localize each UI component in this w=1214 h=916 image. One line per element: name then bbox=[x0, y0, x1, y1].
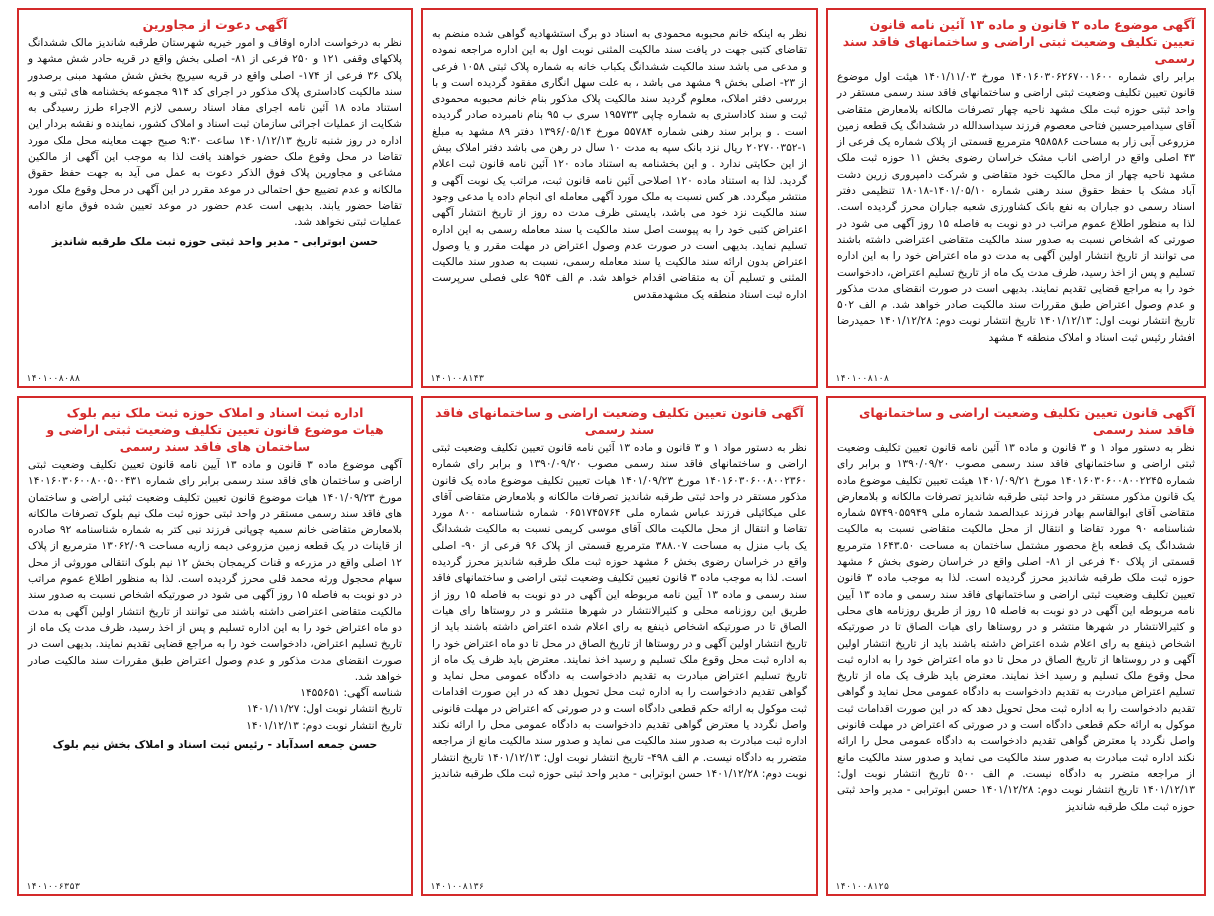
notice-body: نظر به دستور مواد ۱ و ۳ قانون و ماده ۱۳ آئین نامه قانون تعیین تکلیف وضعیت ثبتی اراضی و ساختمانهای فاقد سند رسمی مصوب ۱۳۹۰/۰۹/۲۰ و برابر رای شماره ۱۴۰۱۶۰۳۰۶۰۰۸۰۰۲۳۶۰ مورخ ۱۴۰۱/۰۹/۲۳ هیات تعیین تکلیف موضوع ماده یک قانون مذکور مستقر در واحد ثبتی طرقبه شاندیز تصرفات مالکانه و بلامعارض متقاضی آقای علی میکائیلی فرزند عباس شماره ملی ۰۶۵۱۷۴۵۷۶۴ شماره شناسنامه ۸۰۰ مورد تقاضا و انتقال از محل مالکیت مالک آقای موسی کریمی نسبت به مالکیت ششدانگ یک باب منزل به مساحت ۳۸۸.۰۷ مترمربع قسمتی از پلاک ۹۶ فرعی از ۹۰- اصلی واقع در خراسان رضوی بخش ۶ مشهد حوزه ثبت ملک طرقبه شاندیز محرز گردیده است. لذا به موجب ماده ۳ قانون تعیین تکلیف وضعیت ثبتی اراضی و ساختمانهای فاقد سند رسمی و ماده ۱۳ آیین نامه مربوطه این آگهی در دو نوبت به فاصله ۱۵ روز از طریق این روزنامه محلی و کثیرالانتشار در شهرها منتشر و در روستاها رای هیات الصاق تا در صورتیکه اشخاص ذینفع به رای اعلام شده اعتراض داشته باشند باید از تاریخ انتشار اولین آگهی و در روستاها از تاریخ الصاق در محل تا دو ماه اعتراض خود را به اداره ثبت محل وقوع ملک تسلیم و رسید اخذ نمایند. معترض باید ظرف یک ماه از تاریخ تسلیم اعتراض مبادرت به تقدیم دادخواست به دادگاه عمومی محل نماید و گواهی تقدیم دادخواست را به اداره ثبت محل تحویل دهد که در این صورت اقدامات ثبت موکول به ارائه حکم قطعی دادگاه است و در صورتی که اعتراض در مهلت قانونی واصل نگردد یا معترض گواهی تقدیم دادخواست به دادگاه عمومی محل را ارائه نکند اداره ثبت مبادرت به صدور سند مالکیت می نماید و صدور سند مالکیت مانع از مراجعه متضرر به دادگاه نیست. م الف ۴۹۸- تاریخ انتشار نوبت اول: ۱۴۰۱/۱۲/۱۳ تاریخ انتشار نوبت دوم: ۱۴۰۱/۱۲/۲۸ حسن ابوترابی - مدیر واحد ثبتی حوزه ثبت ملک طرقبه شاندیز bbox=[432, 442, 807, 780]
notice-top-right bbox=[826, 8, 1206, 388]
notice-top-center bbox=[421, 8, 818, 388]
notice-title: اداره ثبت اسناد و املاک حوزه ثبت ملک نیم بلوک هیات موضوع قانون تعیین تکلیف وضعیت ثبتی اراضی و ساختمان های فاقد سند رسمی bbox=[46, 405, 384, 454]
notice-signature: حسن ابوترابی - مدیر واحد ثبتی حوزه ثبت ملک طرقبه شاندیز bbox=[51, 234, 379, 248]
notice-body: برابر رای شماره ۱۴۰۱۶۰۳۰۶۲۶۷۰۰۱۶۰۰ مورخ ۱۴۰۱/۱۱/۰۳ هیئت اول موضوع قانون تعیین تکلیف وضعیت ثبتی اراضی و ساختمانهای فاقد سند رسمی مستقر در واحد ثبتی حوزه ثبت ملک مشهد ناحیه چهار تصرفات مالکانه بلامعارض متقاضی آقای سیدامیرحسین فتاحی معصوم فرزند سیداسدالله در ششدانگ یک قطعه زمین مزروعی آبی زار به مساحت ۹۵۸۵۸۶ مترمربع قسمتی از پلاک شماره یک فرعی از ۴۳ اصلی واقع در اراضی اناب مشک خراسان رضوی بخش ۱۱ حوزه ثبت ملک مشهد ناحیه چهار از محل مالکیت خود متقاضی و شرکت دامپروری زرین دشت آباد مشک با حفظ حقوق سند رهنی شماره ۱۴۰۱/۰۵/۱۰-۱۸۰۱۸ تنظیمی دفتر اسناد رسمی دو جباران به نفع بانک کشاورزی شعبه جباران محرز گردیده است. لذا به منظور اطلاع عموم مراتب در دو نوبت به فاصله ۱۵ روز آگهی می شود در صورتی که اشخاص نسبت به صدور سند مالکیت متقاضی اعتراضی داشته باشند می توانند از تاریخ انتشار اولین آگهی به مدت دو ماه اعتراض خود را به این اداره تسلیم و پس از اخذ رسید، ظرف مدت یک ماه از تاریخ تسلیم اعتراض، دادخواست خود را به مراجع قضایی تقدیم نمایند. بدیهی است در صورت انقضای مدت مذکور و عدم وصول اعتراض طبق مقررات سند مالکیت صادر خواهد شد. م الف ۵۰۲ تاریخ انتشار نوبت اول: ۱۴۰۱/۱۲/۱۳ تاریخ انتشار نوبت دوم: ۱۴۰۱/۱۲/۲۸ حمیدرضا افشار رئیس ثبت اسناد و املاک منطقه ۴ مشهد bbox=[837, 71, 1196, 344]
notice-body: نظر به دستور مواد ۱ و ۳ قانون و ماده ۱۳ آئین نامه قانون تعیین تکلیف وضعیت ثبتی اراضی و ساختمانهای فاقد سند رسمی مصوب ۱۳۹۰/۰۹/۲۰ و برابر رای شماره ۱۴۰۱۶۰۳۰۶۰۰۸۰۰۲۲۴۵ مورخ ۱۴۰۱/۰۹/۲۱ هیئت تعیین تکلیف موضوع ماده یک قانون مذکور مستقر در واحد ثبتی طرقبه شاندیز تصرفات مالکانه و بلامعارض متقاضی آقای ابوالقاسم بهادر فرزند عبدالصمد شماره ملی ۵۷۴۹۰۵۵۹۴۹ شماره شناسنامه ۹۰ مورد تقاضا و انتقال از محل مالکیت متقاضی نسبت به مالکیت ششدانگ یک قطعه باغ محصور مشتمل ساختمان به مساحت ۱۶۴۳.۵۰ مترمربع قسمتی از پلاک ۴۰ فرعی از ۸۱- اصلی واقع در خراسان رضوی بخش ۶ مشهد حوزه ثبت ملک طرقبه شاندیز محرز گردیده است. لذا به موجب ماده ۳ قانون تعیین تکلیف وضعیت ثبتی اراضی و ساختمانهای فاقد سند رسمی و ماده ۱۳ آیین نامه مربوطه این آگهی در دو نوبت به فاصله ۱۵ روز از طریق روزنامه های محلی و کثیرالانتشار در شهرها منتشر و در روستاها رای هیات الصاق تا در صورتیکه اشخاص ذینفع به رای اعلام شده اعتراض داشته باشند باید از تاریخ انتشار اولین آگهی و در روستاها از تاریخ الصاق در محل تا دو ماه اعتراض خود را به اداره ثبت محل وقوع ملک تسلیم و رسید اخذ نمایند. معترض باید ظرف یک ماه از تاریخ تسلیم اعتراض مبادرت به تقدیم دادخواست به دادگاه عمومی محل نماید و گواهی تقدیم دادخواست را به اداره ثبت محل تحویل دهد که در این صورت اقدامات ثبت موکول به ارائه حکم قطعی دادگاه است و در صورتی که اعتراض در مهلت قانونی واصل نگردد یا معترض گواهی تقدیم دادخواست به دادگاه عمومی محل را ارائه نکند اداره ثبت مبادرت به صدور سند مالکیت می نماید و صدور سند مالکیت مانع از مراجعه متضرر به دادگاه نیست. م الف ۵۰۰ تاریخ انتشار نوبت اول: ۱۴۰۱/۱۲/۱۳ تاریخ انتشار نوبت دوم: ۱۴۰۱/۱۲/۲۸ حسن ابوترابی - مدیر واحد ثبتی حوزه ثبت ملک طرقبه شاندیز bbox=[837, 442, 1196, 813]
notice-code: ۱۴۰۱۰۰۸۱۰۸ bbox=[835, 374, 890, 384]
notice-title: آگهی قانون تعیین تکلیف وضعیت اراضی و ساختمانهای فاقد سند رسمی bbox=[858, 405, 1195, 437]
notice-body: آگهی موضوع ماده ۳ قانون و ماده ۱۳ آیین نامه قانون تعیین تکلیف وضعیت ثبتی اراضی و ساختمان های فاقد سند رسمی برابر رای شماره ۱۴۰۱۶۰۳۰۶۰۰۸۰۰۵۰۰۴۳۱ مورخ ۱۴۰۱/۰۹/۲۳ هیات موضوع قانون تعیین تکلیف وضعیت ثبتی اراضی و ساختمان های فاقد سند رسمی مستقر در واحد ثبتی حوزه ثبت ملک نیم بلوک تصرفات مالکانه بلامعارض متقاضی خانم سمیه چوپانی فرزند نبی کتر به شماره شناسنامه ۹۲ صادره از قاینات در یک قطعه زمین مزروعی دیمه زاریه مساحت ۱۳۰۶۲/۰۹ مترمربع از پلاک ۱۲ اصلی واقع در مزرعه و قنات کریمجان بخش ۱۲ نیم بلوک انتقالی موروثی از محل سهام محجول ورثه محمد قلی محرز گردیده است. لذا به منظور اطلاع عموم مراتب در دو نوبت به فاصله ۱۵ روز آگهی می شود در صورتیکه اشخاص نسبت به صدور سند مالکیت متقاضی اعتراضی داشته باشند می توانند از تاریخ انتشار اولین آگهی به مدت دو ماه اعتراض خود را به این اداره تسلیم و پس از اخذ رسید، ظرف مدت یک ماه از تاریخ تسلیم اعتراض، دادخواست خود را به مراجع قضایی تقدیم نمایند. بدیهی است در صورت انقضای مدت مذکور و عدم وصول اعتراض طبق مقررات سند مالکیت صادر خواهد شد. شناسه آگهی: ۱۴۵۵۶۵۱ تاریخ انتشار نوبت اول: ۱۴۰۱/۱۱/۲۷ تاریخ انتشار نوبت دوم: ۱۴۰۱/۱۲/۱۳ bbox=[28, 459, 403, 732]
notice-body: نظر به اینکه خانم محبوبه محمودی به اسناد دو برگ استشهادیه گواهی شده منضم به تقاضای کتبی جهت در یافت سند مالکیت المثنی نوبت اول به این اداره مراجعه نموده و مدعی می باشد سند مالکیت ششدانگ یکباب خانه به شماره پلاک ثبتی ۱۰۵۸ فرعی از ۲۳- اصلی بخش ۹ مشهد می باشد ، به علت سهل انگاری مفقود گردیده است و با بررسی دفتر املاک، معلوم گردید سند مالکیت پلاک مذکور بنام خانم محبوبه محمودی ثبت و سند کاداستری به شماره چاپی ۱۹۵۷۳۳ سری ب ۹۵ بنام نامبرده صادر گردیده است . و برابر سند رهنی شماره ۵۵۷۸۴ مورخ ۱۳۹۶/۰۵/۱۴ دفتر ۸۹ مشهد به مبلغ ۱-۲۰۲۷۰۰۳۵۲ ریال نزد بانک سپه به مدت ۱۰ سال در رهن می باشد دفتر املاک بیش از این حکایتی ندارد . و این بخشنامه به استناد ماده ۱۲۰ آئین نامه قانون ثبت اعلام گردید. لذا به استناد ماده ۱۲۰ اصلاحی آئین نامه قانون ثبت، مراتب یک نوبت آگهی و منتشر میگردد. هر کس نسبت به ملک مورد آگهی معامله ای انجام داده یا مدعی وجود سند مالکیت نزد خود می باشد، بایستی ظرف مدت ده روز از تاریخ انتشار آگهی اعتراض کتبی خود را به پیوست اصل سند مالکیت یا سند معامله رسمی به این اداره تسلیم نماید. بدیهی است در صورت عدم وصول اعتراض در مهلت مقرر و یا وصول اعتراض بدون ارائه سند مالکیت یا سند معامله رسمی، نسبت به صدور سند مالکیت المثنی و تسلیم آن به متقاضی اقدام خواهد شد. م الف ۹۵۴ علی فصلی سرپرست اداره ثبت اسناد منطقه یک مشهدمقدس bbox=[432, 28, 807, 301]
notice-bottom-center bbox=[421, 396, 818, 896]
notice-bottom-right bbox=[826, 396, 1206, 896]
notice-title: آگهی قانون تعیین تکلیف وضعیت اراضی و ساختمانهای فاقد سند رسمی bbox=[435, 405, 804, 437]
notice-code: ۱۴۰۱۰۰۸۱۴۳ bbox=[430, 374, 485, 384]
notice-title: آگهی موضوع ماده ۳ قانون و ماده ۱۳ آئین نامه قانون تعیین تکلیف وضعیت ثبتی اراضی و ساختمانهای فاقد سند رسمی bbox=[842, 17, 1195, 66]
notice-code: ۱۴۰۱۰۰۸۰۸۸ bbox=[26, 374, 81, 384]
notice-title: آگهی دعوت از مجاورین bbox=[142, 17, 288, 32]
notice-code: ۱۴۰۱۰۰۸۱۳۶ bbox=[430, 882, 485, 892]
notice-body: نظر به درخواست اداره اوقاف و امور خیریه شهرستان طرقبه شاندیز مالک ششدانگ پلاکهای وقفی ۱۲۱ و ۲۵۰ فرعی از ۸۱- اصلی بخش واقع در قریه حادر شش مشهد و پلاک ۳۶ فرعی از ۱۷۴- اصلی واقع در قریه سیریج بخش شش مشهد مبنی برصدور سند مالکیت کاداستری پلاک مذکور در اجرای کد ۹۱۴ مجموعه بخشنامه های ثبتی و به استناد ماده ۱۸ آئین نامه اجرای مفاد اسناد رسمی لازم الاجراء طرز رسیدگی به شکایت از عملیات اجرائی سازمان ثبت اسناد و املاک کشور، نماینده و نقشه بردار این اداره در روز شنبه تاریخ ۱۴۰۱/۱۲/۱۳ ساعت ۹:۳۰ صبح جهت معاینه محل ملک مورد تقاضا در محل وقوع ملک حضور خواهند یافت لذا به موجب این آگهی از مالکین مشاعی و مجاورین پلاک فوق الذکر دعوت به عمل می آید به جهت حفظ حقوق مالکانه و عدم تضییع حق احتمالی در موعد مقرر در این آگهی در محل وقوع ملک مورد تقاضا حضور یابند. بدیهی است عدم حضور در موعد تعیین شده فوق مانع ادامه عملیات ثبتی نخواهد شد. bbox=[27, 37, 402, 229]
notice-bottom-left bbox=[17, 396, 413, 896]
notice-code: ۱۴۰۱۰۰۶۳۵۳ bbox=[26, 882, 81, 892]
notice-code: ۱۴۰۱۰۰۸۱۲۵ bbox=[835, 882, 890, 892]
notice-signature: حسن جمعه اسدآباد - رئیس ثبت اسناد و املاک بخش نیم بلوک bbox=[52, 738, 378, 752]
notice-top-left bbox=[17, 8, 413, 388]
